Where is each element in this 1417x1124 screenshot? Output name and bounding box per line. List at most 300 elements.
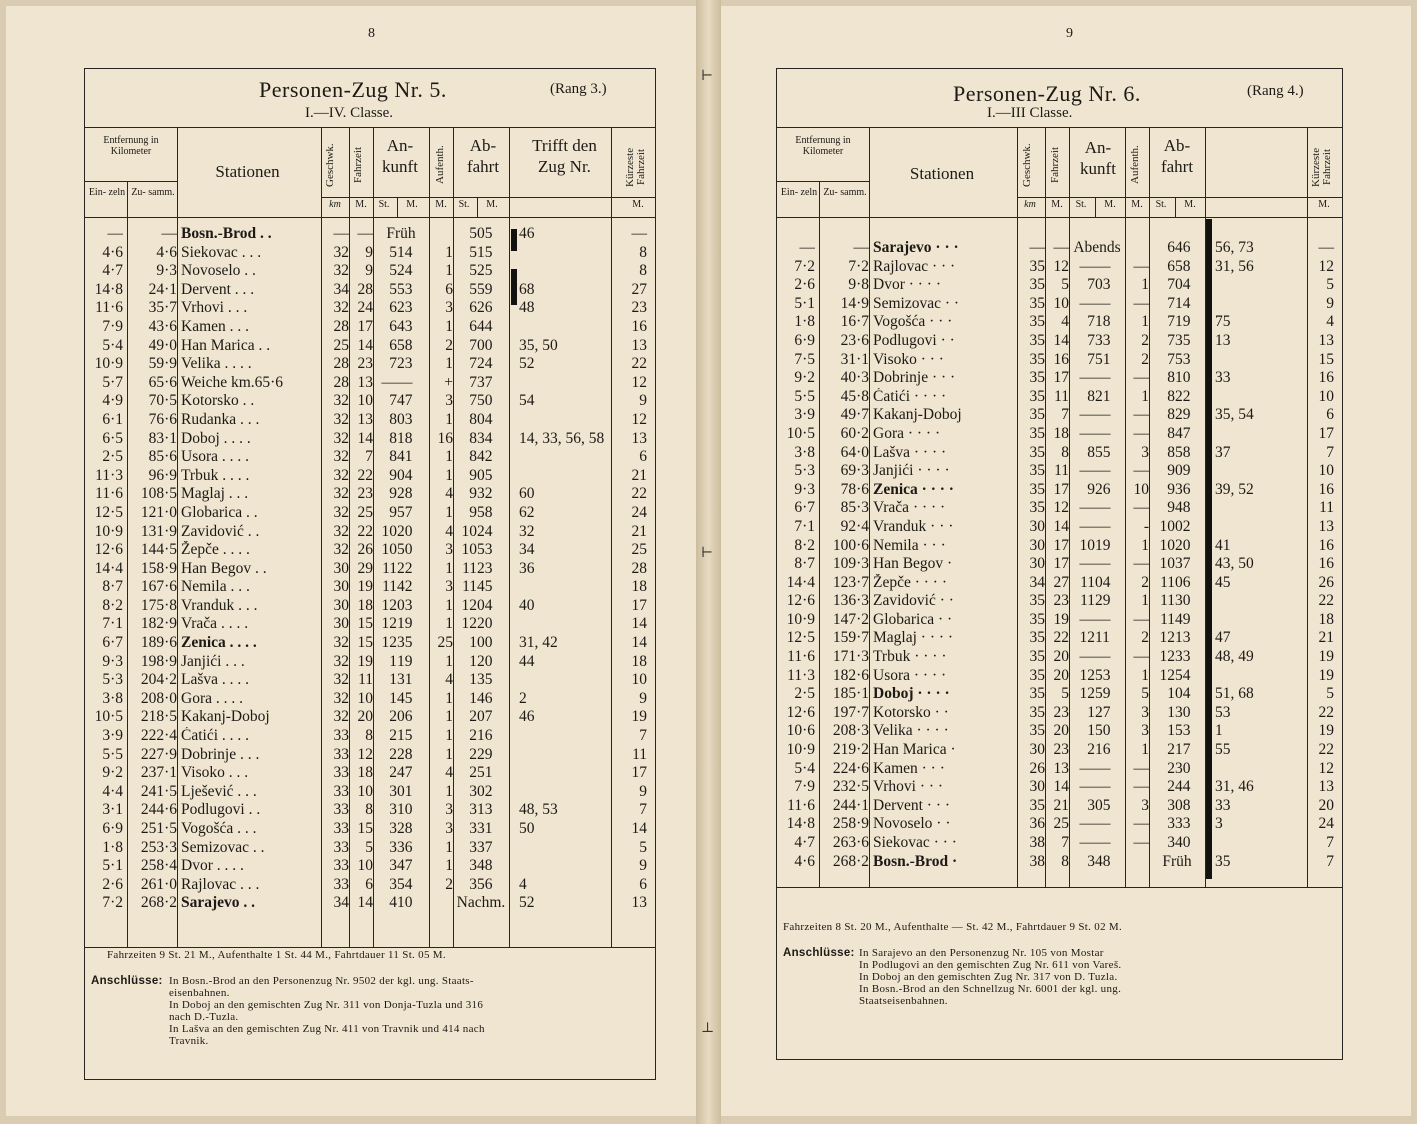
- cell-ab_st: 3: [469, 875, 477, 893]
- cell-ab_st: 8: [1167, 387, 1175, 405]
- cell-station: Han Marica ·: [873, 741, 956, 759]
- cell-ab_m: 04: [477, 410, 493, 428]
- cell-ab_m: 44: [477, 317, 493, 335]
- cell-fz: 6: [365, 875, 373, 893]
- cell-zu: 258·4: [140, 857, 177, 875]
- cell-ab_st: 5: [469, 243, 477, 261]
- cell-auf: 1: [1141, 592, 1149, 610]
- cell-ab_m: 07: [477, 708, 493, 726]
- cell-ab_st: 11: [462, 578, 477, 596]
- footer-anschluesse-label: Anschlüsse:: [91, 975, 163, 987]
- cell-an_m: 11: [1095, 629, 1110, 647]
- cell-auf: 1: [445, 708, 453, 726]
- cell-an_m: 14: [397, 243, 413, 261]
- cell-ein: 12·5: [94, 503, 123, 521]
- table-row: [777, 611, 1342, 630]
- cell-fz: 8: [365, 727, 373, 745]
- cell-auf: 3: [445, 801, 453, 819]
- cell-zu: 109·3: [832, 555, 869, 573]
- cell-auf: 3: [445, 578, 453, 596]
- cell-an_m: 01: [397, 782, 413, 800]
- cell-ein: 3·8: [794, 443, 815, 461]
- cell-trifft: [1205, 462, 1307, 481]
- table-row: [85, 392, 655, 411]
- cell-ein: 14·4: [786, 573, 815, 591]
- cell-ab_m: 33: [1175, 648, 1191, 666]
- cell-kurz: 9: [639, 782, 647, 800]
- cell-ab_m: 40: [1175, 834, 1191, 851]
- cell-auf: 1: [445, 838, 453, 856]
- cell-ab_m: 58: [1175, 257, 1191, 275]
- footer-fahrzeiten: Fahrzeiten 8 St. 20 M., Aufenthalte — St. 42 M., Fahrtdauer 9 St. 02 M.: [783, 921, 1123, 933]
- cell-auf: 3: [1141, 703, 1149, 721]
- cell-ein: 8·2: [102, 596, 123, 614]
- cell-station: Kakanj-Doboj: [873, 406, 962, 424]
- cell-an_m: —: [1095, 257, 1111, 275]
- cell-ab_st: 8: [1167, 424, 1175, 442]
- cell-auf: 1: [445, 262, 453, 280]
- cell-ab_m: 05: [477, 225, 493, 242]
- cell-g: 35: [1029, 685, 1045, 703]
- cell-fz: 14: [357, 894, 373, 912]
- cell-g: 38: [1029, 852, 1045, 870]
- cell-ab_st: 10: [461, 522, 477, 540]
- cell-trifft: [509, 857, 611, 876]
- cell-g: 34: [333, 894, 349, 912]
- cell-ab_st: 7: [1167, 331, 1175, 349]
- cell-an_st: 3: [1087, 796, 1095, 814]
- cell-an_m: 06: [397, 708, 413, 726]
- cell-station: Žepče . . . .: [181, 541, 250, 559]
- cell-g: 33: [333, 838, 349, 856]
- cell-trifft: 35, 50: [519, 336, 558, 354]
- table-row: [777, 276, 1342, 295]
- cell-an_st: 6: [389, 317, 397, 335]
- cell-zu: 69·3: [840, 462, 869, 480]
- cell-g: 35: [1029, 313, 1045, 331]
- cell-ab_st: 1: [469, 689, 477, 707]
- cell-kurz: 16: [1318, 369, 1334, 387]
- cell-ab_st: 11: [1160, 610, 1175, 628]
- cell-trifft: [1205, 388, 1307, 407]
- table-row: [777, 332, 1342, 351]
- table-row: [85, 244, 655, 263]
- table-row: [777, 462, 1342, 481]
- cell-auf: [1125, 853, 1149, 872]
- cell-ab_st: 8: [1167, 369, 1175, 387]
- cell-zu: 40·3: [840, 369, 869, 387]
- cell-g: 35: [1029, 629, 1045, 647]
- cell-station: Bosn.-Brod ·: [873, 852, 958, 870]
- cell-fz: 15: [357, 820, 373, 837]
- cell-auf: 1: [445, 466, 453, 484]
- cell-kurz: 21: [1318, 629, 1334, 647]
- cell-trifft: [509, 467, 611, 486]
- cell-an_st: 12: [381, 634, 397, 652]
- cell-fz: 11: [358, 671, 373, 689]
- footer-fahrzeiten: Fahrzeiten 9 St. 21 M., Aufenthalte 1 St. 44 M., Fahrtdauer 11 St. 05 M.: [107, 949, 446, 961]
- cell-station: Zenica · · · ·: [873, 480, 954, 498]
- cell-fz: 18: [357, 596, 373, 614]
- cell-g: 35: [1029, 406, 1045, 424]
- table-row: [85, 411, 655, 430]
- cell-ab_st: 2: [1167, 778, 1175, 796]
- cell-station: Gora · · · ·: [873, 424, 941, 442]
- cell-ab_m: 51: [477, 764, 493, 782]
- cell-fz: 20: [357, 708, 373, 726]
- cell-zu: 144·5: [140, 541, 177, 559]
- cell-g: 33: [333, 727, 349, 745]
- cell-zu: 45·8: [840, 387, 869, 405]
- cell-fz: 9: [365, 262, 373, 280]
- cell-station: Vogošća . . .: [181, 820, 257, 837]
- cell-kurz: 12: [1318, 257, 1334, 275]
- cell-station: Vrhovi · · ·: [873, 778, 944, 796]
- table-row: [85, 262, 655, 281]
- cell-auf: —: [1133, 778, 1149, 796]
- cell-ab_m: 44: [1175, 778, 1191, 796]
- cell-ab_m: Früh: [1162, 852, 1192, 870]
- cell-ab_m: 22: [1175, 387, 1191, 405]
- table-row: [85, 523, 655, 542]
- cell-zu: 263·6: [832, 834, 869, 851]
- table-row: [777, 629, 1342, 648]
- cell-ab_st: 5: [469, 280, 477, 298]
- cell-fz: 8: [1061, 443, 1069, 461]
- cell-ab_m: 10: [1175, 369, 1191, 387]
- cell-kurz: 13: [1318, 331, 1334, 349]
- cell-ein: 7·1: [794, 517, 815, 535]
- cell-fz: 10: [357, 857, 373, 875]
- cell-ein: 4·7: [794, 834, 815, 851]
- table-row: [777, 704, 1342, 723]
- cell-zu: 244·6: [140, 801, 177, 819]
- table-row: [777, 388, 1342, 407]
- cell-ein: 6·7: [102, 634, 123, 652]
- cell-zu: 227·9: [140, 745, 177, 763]
- cell-fz: 5: [1061, 685, 1069, 703]
- table-row: [85, 746, 655, 765]
- footer-anschluesse: [859, 947, 1329, 1007]
- cell-station: Dvor . . . .: [181, 857, 244, 875]
- cell-station: Doboj · · · ·: [873, 685, 950, 703]
- cell-ein: 9·3: [794, 480, 815, 498]
- cell-fz: 17: [1053, 369, 1069, 387]
- cell-auf: —: [1133, 406, 1149, 424]
- cell-an_m: 31: [397, 671, 413, 689]
- page-number: 9: [1066, 26, 1073, 41]
- cell-ab_st: 6: [1167, 257, 1175, 275]
- cell-station: Janjići · · · ·: [873, 462, 950, 480]
- cell-ab_st: 8: [1167, 406, 1175, 424]
- cell-station: Dvor · · · ·: [873, 276, 942, 294]
- cell-trifft: 37: [1215, 443, 1231, 461]
- col-kurzeste: Kürzeste Fahrzeit: [1310, 147, 1333, 187]
- cell-trifft: 32: [519, 522, 535, 540]
- cell-g: —: [1029, 239, 1045, 256]
- cell-ab_st: 6: [469, 317, 477, 335]
- cell-ab_st: 9: [1167, 480, 1175, 498]
- cell-zu: 96·9: [148, 466, 177, 484]
- cell-ab_m: 30: [1175, 703, 1191, 721]
- cell-an_st: 9: [389, 485, 397, 503]
- cell-auf: 4: [445, 485, 453, 503]
- cell-an_m: —: [1095, 610, 1111, 628]
- cell-fz: 8: [1061, 852, 1069, 870]
- cell-auf: 3: [445, 392, 453, 410]
- cell-fz: 12: [357, 745, 373, 763]
- cell-an_st: 9: [1087, 480, 1095, 498]
- cell-ab_m: 20: [1175, 536, 1191, 554]
- cell-station: Bosn.-Brod . .: [181, 225, 272, 242]
- cell-an_m: 53: [1095, 666, 1111, 684]
- cell-ab_m: 08: [1175, 796, 1191, 814]
- cell-auf: 1: [445, 559, 453, 577]
- cell-station: Žepče · · · ·: [873, 573, 948, 591]
- cell-station: Rudanka . . .: [181, 410, 260, 428]
- cell-g: 35: [1029, 703, 1045, 721]
- cell-ab_m: 09: [1175, 462, 1191, 480]
- footer-line: In Podlugovi an den gemischten Zug Nr. 611 von Vareš.: [859, 959, 1122, 971]
- cell-station: Maglaj · · · ·: [873, 629, 954, 647]
- cell-an_m: —: [1095, 499, 1111, 517]
- cell-an_st: 8: [389, 448, 397, 466]
- cell-auf: 1: [445, 745, 453, 763]
- cell-ab_m: 35: [1175, 331, 1191, 349]
- cell-trifft: [1205, 351, 1307, 370]
- cell-an_m: Abends: [1073, 239, 1121, 256]
- cell-kurz: 11: [632, 745, 647, 763]
- cell-ab_m: 33: [1175, 815, 1191, 833]
- cell-zu: 9·8: [848, 276, 869, 294]
- cell-auf: 1: [1141, 741, 1149, 759]
- cell-an_st: 8: [389, 410, 397, 428]
- cell-station: Siekovac . . .: [181, 243, 262, 261]
- timetable-frame: Personen-Zug Nr. 5. (Rang 3.) I.—IV. Classe. Entfernung in Kilometer Ein- zeln Zu- samm. Stationen Geschwk. Fahrzeit An- kunft Aufenth. Ab- fahrt Trifft den Zug Nr. Kürzeste Fahrzeit km M. St. M. M. St. M. M. — — Bosn.-Brod . . — — Früh 5 05 46 — 4·6 4·6 Siekovac . . . 32 9 5 14 1 5 15 8 4·7 9·3 Novoselo . . 32 9 5 24 1 5 25 8 14·8 24·1 Dervent . . . 34 28 5 53 6 5 59 68 27 11·6 35·7 Vrhovi . . . 32 24 6 23 3 6 26 48 23 7·9 43·6 Kamen . . . 28 17 6 43 1 6 44 16 5·4 49·0 Han Marica . . 25 14 6 58 2 7 00 35, 50 13 10·9 59·9 Velika . . . . 28 23 7 23 1 7 24 52 22 5·7 65·6 Weiche km.65·6 28 13 — — + 7 37 12 4·9 70·5 Kotorsko . . 32 10 7 47 3 7 50 54 9 6·1 76·6 Rudanka . . . 32 13 8 03 1 8 04 12 6·5 83·1 Doboj . . . . 32 14 8 18 16 8 34 14, 33, 56, 58 13 2·5 85·6 Usora . . . . 32 7 8 41 1 8 42 6 11·3 96·9 Trbuk . . . . 32 22 9 04 1 9 05 21 11·6 108·5 Maglaj . . . 32 23 9 28 4 9 32 60 22 12·5 121·0 Globarica . . 32 25 9 57 1 9 58 62 24 10·9 131·9 Zavidović . . 32 22 10 20 4 10 24 32 21 12·6 144·5 Žepče . . . . 32 26 10 50 3 10 53 34 25 14·4 158·9 Han Begov . . 30 29 11 22 1 11 23 36 28 8·7 167·6 Nemila . . . 30 19 11 42 3 11 45 18 8·2 175·8 Vranduk . . . 30 18 12 03 1 12 04 40 17 7·1 182·9 Vrača . . . . 30 15 12 19 1 12 20 14 6·7 189·6 Zenica . . . . 32 15 12 35 25 1 00 31, 42 14 9·3 198·9 Janjići . . . 32 19 1 19 1 1 20 44 18 5·3 204·2 Lašva . . . . 32 11 1 31 4 1 35 10 3·8 208·0 Gora . . . . 32 10 1 45 1 1 46 2 9 10·5 218·5 Kakanj-Doboj 32 20 2 06 1 2 07 46 19 3·9 222·4 Ćatići . . . . 33 8 2 15 1 2 16 7 5·5 227·9 Dobrinje . . . 33 12 2 28 1 2 29 11 9·2 237·1 Visoko . . . 33 18 2 47 4 2 51 17 4·4 241·5 Lješević . . . 33 10 3 01 1 3 02 9 3·1 244·6 Podlugovi . . 33 8 3 10 3 3 13 48, 53 7 6·9 251·5 Vogošća . . . 33 15 3 28 3 3 31 50 14 1·8 253·3 Semizovac . . 33 5 3 36 1 3 37 5 5·1 258·4 Dvor . . . . 33 10 3 47 1 3 48 9 2·6 261·0 Rajlovac . . . 33 6 3 54 2 3 56 4 6 7·2 268·2 Sarajevo . . 34 14 4 10 Nachm. 52 13 Fahrzeiten 9 St. 21 M., Aufenthalte 1 St. 44 M., Fahrtdauer 11 St. 05 M. Anschlüsse: In Bosn.-Brod an den Personenzug Nr. 9502 der kgl. ung. Staats- eisenbahnen. In Doboj an den gemischten Zug Nr. 311 von Donja-Tuzla und 316 nach D.-Tuzla. In Lašva an den gemischten Zug Nr. 411 von Travnik und 414 nach Travnik.: [84, 68, 656, 1080]
- cell-zu: 16·7: [840, 313, 869, 331]
- cell-station: Visoko · · ·: [873, 350, 944, 368]
- cell-fz: 13: [357, 410, 373, 428]
- cell-kurz: 7: [1326, 834, 1334, 851]
- cell-an_m: 19: [1095, 536, 1111, 554]
- table-row: [85, 355, 655, 374]
- cell-g: 26: [1029, 759, 1045, 777]
- cell-fz: 4: [1061, 313, 1069, 331]
- cell-trifft: [509, 448, 611, 467]
- cell-trifft: 46: [519, 708, 535, 726]
- cell-an_m: 47: [397, 857, 413, 875]
- cell-g: 32: [333, 671, 349, 689]
- table-row: [777, 537, 1342, 556]
- cell-an_m: 28: [397, 820, 413, 837]
- cell-g: 30: [1029, 536, 1045, 554]
- cell-kurz: 20: [1318, 796, 1334, 814]
- cell-an_m: 59: [1095, 685, 1111, 703]
- cell-g: 32: [333, 652, 349, 670]
- col-ankunft: An- kunft: [382, 136, 418, 176]
- cell-fz: 22: [1053, 629, 1069, 647]
- cell-zu: 147·2: [832, 610, 869, 628]
- cell-ein: 9·2: [794, 369, 815, 387]
- cell-ab_m: 06: [1175, 573, 1191, 591]
- cell-zu: 208·0: [140, 689, 177, 707]
- cell-g: 32: [333, 466, 349, 484]
- cell-ab_m: 42: [477, 448, 493, 466]
- cell-ab_m: 46: [1175, 239, 1191, 256]
- cell-ab_st: 7: [469, 336, 477, 354]
- cell-an_m: —: [1095, 648, 1111, 666]
- cell-auf: 1: [445, 596, 453, 614]
- cell-ab_m: 58: [477, 503, 493, 521]
- cell-g: 30: [333, 559, 349, 577]
- cell-station: Usora · · · ·: [873, 666, 947, 684]
- col-zusammen: Zu- samm.: [823, 187, 867, 198]
- col-einzeln: Ein- zeln: [88, 187, 126, 198]
- cell-auf: —: [1133, 815, 1149, 833]
- cell-fz: 17: [1053, 536, 1069, 554]
- cell-an_m: 28: [397, 745, 413, 763]
- cell-trifft: 48, 53: [519, 801, 558, 819]
- cell-ab_m: 48: [477, 857, 493, 875]
- cell-kurz: —: [1318, 239, 1334, 256]
- cell-kurz: 11: [1319, 499, 1334, 517]
- cell-station: Velika . . . .: [181, 355, 252, 373]
- cell-ein: 9·3: [102, 652, 123, 670]
- cell-an_m: 10: [397, 801, 413, 819]
- cell-g: 35: [1029, 350, 1045, 368]
- cell-station: Podlugovi · ·: [873, 331, 955, 349]
- cell-trifft: 44: [519, 652, 535, 670]
- cell-g: 35: [1029, 480, 1045, 498]
- cell-ein: 7·2: [102, 894, 123, 912]
- cell-g: 32: [333, 448, 349, 466]
- table-row: [777, 313, 1342, 332]
- cell-fz: 17: [357, 317, 373, 335]
- cell-trifft: 3: [1215, 815, 1223, 833]
- footer-line: In Doboj an den gemischten Zug Nr. 311 von Donja-Tuzla und 316: [169, 999, 484, 1011]
- cell-ab_st: 7: [1167, 350, 1175, 368]
- cell-trifft: 55: [1215, 741, 1231, 759]
- table-row: [85, 281, 655, 300]
- cell-an_st: 3: [389, 820, 397, 837]
- cell-fz: 14: [1053, 331, 1069, 349]
- cell-g: 32: [333, 503, 349, 521]
- table-row: [777, 760, 1342, 779]
- cell-an_st: —: [1079, 648, 1095, 666]
- cell-station: Dobrinje · · ·: [873, 369, 956, 387]
- cell-auf: —: [1133, 555, 1149, 573]
- cell-zu: 197·7: [832, 703, 869, 721]
- cell-g: 35: [1029, 424, 1045, 442]
- cell-an_m: 21: [1095, 387, 1111, 405]
- cell-g: 33: [333, 782, 349, 800]
- cell-ab_m: 47: [1175, 424, 1191, 442]
- cell-trifft: [509, 262, 611, 281]
- cell-ab_st: 1: [469, 634, 477, 652]
- cell-ab_m: 31: [477, 820, 493, 837]
- cell-ab_m: 04: [1175, 685, 1191, 703]
- cell-ein: 5·3: [794, 462, 815, 480]
- cell-auf: —: [1133, 462, 1149, 480]
- cell-kurz: 7: [639, 727, 647, 745]
- cell-ein: 10·6: [786, 722, 815, 740]
- cell-an_st: —: [1079, 257, 1095, 275]
- cell-zu: 23·6: [840, 331, 869, 349]
- cell-ein: 8·7: [102, 578, 123, 596]
- cell-ein: 5·5: [794, 387, 815, 405]
- cell-station: Kamen · · ·: [873, 759, 945, 777]
- cell-ab_st: 10: [1159, 555, 1175, 573]
- cell-station: Globarica . .: [181, 503, 258, 521]
- cell-zu: 237·1: [140, 764, 177, 782]
- cell-an_m: —: [1095, 294, 1111, 312]
- cell-trifft: 33: [1215, 369, 1231, 387]
- cell-fz: 14: [1053, 778, 1069, 796]
- cell-ab_m: 53: [1175, 350, 1191, 368]
- table-row: [85, 876, 655, 895]
- cell-kurz: 22: [631, 355, 647, 373]
- cell-station: Usora . . . .: [181, 448, 250, 466]
- table-row: [777, 499, 1342, 518]
- cell-trifft: 48, 49: [1215, 648, 1254, 666]
- cell-kurz: 19: [1318, 722, 1334, 740]
- cell-ab_st: 6: [1167, 239, 1175, 256]
- cell-ab_m: 29: [477, 745, 493, 763]
- cell-trifft: [509, 764, 611, 783]
- cell-station: Kakanj-Doboj: [181, 708, 270, 726]
- table-row: [85, 318, 655, 337]
- cell-trifft: [1205, 667, 1307, 686]
- cell-zu: 65·6: [148, 373, 177, 391]
- table-row: [85, 839, 655, 858]
- cell-ab_st: 2: [469, 745, 477, 763]
- cell-ab_m: 32: [477, 485, 493, 503]
- left-page: [6, 6, 696, 1116]
- cell-trifft: [1205, 295, 1307, 314]
- cell-an_m: 50: [397, 541, 413, 559]
- cell-fz: 25: [357, 503, 373, 521]
- cell-g: 35: [1029, 796, 1045, 814]
- cell-an_m: 24: [397, 262, 413, 280]
- cell-zu: 108·5: [140, 485, 177, 503]
- cell-trifft: 52: [519, 355, 535, 373]
- cell-zu: 131·9: [140, 522, 177, 540]
- cell-fz: 24: [357, 299, 373, 317]
- cell-ein: 7·9: [102, 317, 123, 335]
- cell-zu: 198·9: [140, 652, 177, 670]
- cell-ab_m: 29: [1175, 406, 1191, 424]
- cell-kurz: 13: [631, 894, 647, 912]
- cell-fz: 23: [1053, 703, 1069, 721]
- cell-an_st: 2: [389, 727, 397, 745]
- cell-zu: 49·7: [840, 406, 869, 424]
- cell-auf: 1: [445, 615, 453, 633]
- cell-auf: 10: [1133, 480, 1149, 498]
- cell-g: 36: [1029, 815, 1045, 833]
- binding-mark: ⊢: [701, 546, 714, 561]
- cell-kurz: 19: [1318, 666, 1334, 684]
- cell-g: 33: [333, 801, 349, 819]
- cell-ab_st: 9: [469, 466, 477, 484]
- cell-g: 30: [1029, 555, 1045, 573]
- table-row: [777, 481, 1342, 500]
- cell-ab_m: 13: [477, 801, 493, 819]
- cell-auf: 1: [445, 317, 453, 335]
- cell-fz: 14: [357, 429, 373, 447]
- cell-an_st: 11: [382, 559, 397, 577]
- cell-auf: 1: [1141, 387, 1149, 405]
- cell-trifft: 1: [1215, 722, 1223, 740]
